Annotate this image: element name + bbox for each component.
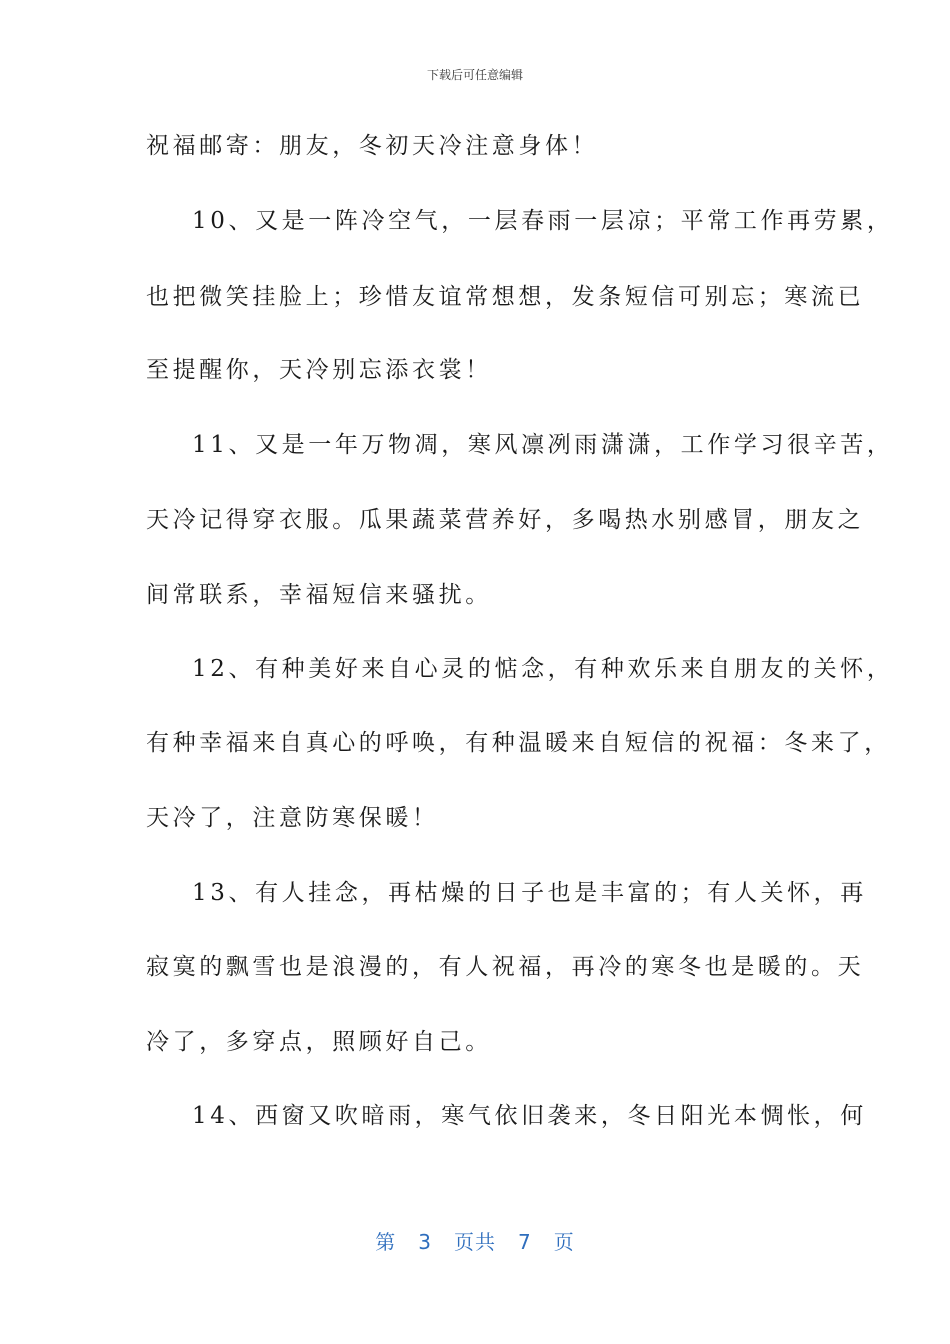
text-line: 天冷记得穿衣服。瓜果蔬菜营养好，多喝热水别感冒，朋友之 (146, 507, 865, 533)
text-line: 至提醒你，天冷别忘添衣裳！ (146, 357, 492, 383)
text-line: 祝福邮寄：朋友，冬初天冷注意身体！ (146, 133, 599, 159)
text-line: 有种幸福来自真心的呼唤，有种温暖来自短信的祝福：冬来了， (146, 730, 891, 756)
paragraph-start-10: 10、又是一阵冷空气，一层春雨一层凉；平常工作再劳累， (192, 208, 894, 234)
paragraph-start-14: 14、西窗又吹暗雨，寒气依旧袭来，冬日阳光本惆怅，何 (192, 1103, 867, 1129)
current-page-number: 3 (418, 1230, 432, 1254)
text-line: 寂寞的飘雪也是浪漫的，有人祝福，再冷的寒冬也是暖的。天 (146, 954, 865, 980)
total-pages-number: 7 (518, 1230, 532, 1254)
paragraph-start-12: 12、有种美好来自心灵的惦念，有种欢乐来自朋友的关怀， (192, 656, 894, 682)
page-header: 下载后可任意编辑 (426, 68, 523, 82)
paragraph-start-13: 13、有人挂念，再枯燥的日子也是丰富的；有人关怀，再 (192, 880, 867, 906)
text-line: 冷了，多穿点，照顾好自己。 (146, 1029, 492, 1055)
footer-prefix: 第 (375, 1230, 397, 1254)
text-line: 天冷了，注意防寒保暖！ (146, 805, 439, 831)
paragraph-start-11: 11、又是一年万物凋，寒风凛冽雨潇潇，工作学习很辛苦， (192, 432, 894, 458)
page-footer (0, 1226, 950, 1255)
footer-suffix: 页 (553, 1230, 575, 1254)
text-line: 间常联系，幸福短信来骚扰。 (146, 582, 492, 608)
footer-middle: 页共 (454, 1230, 496, 1254)
text-line: 也把微笑挂脸上；珍惜友谊常想想，发条短信可别忘；寒流已 (146, 284, 865, 310)
